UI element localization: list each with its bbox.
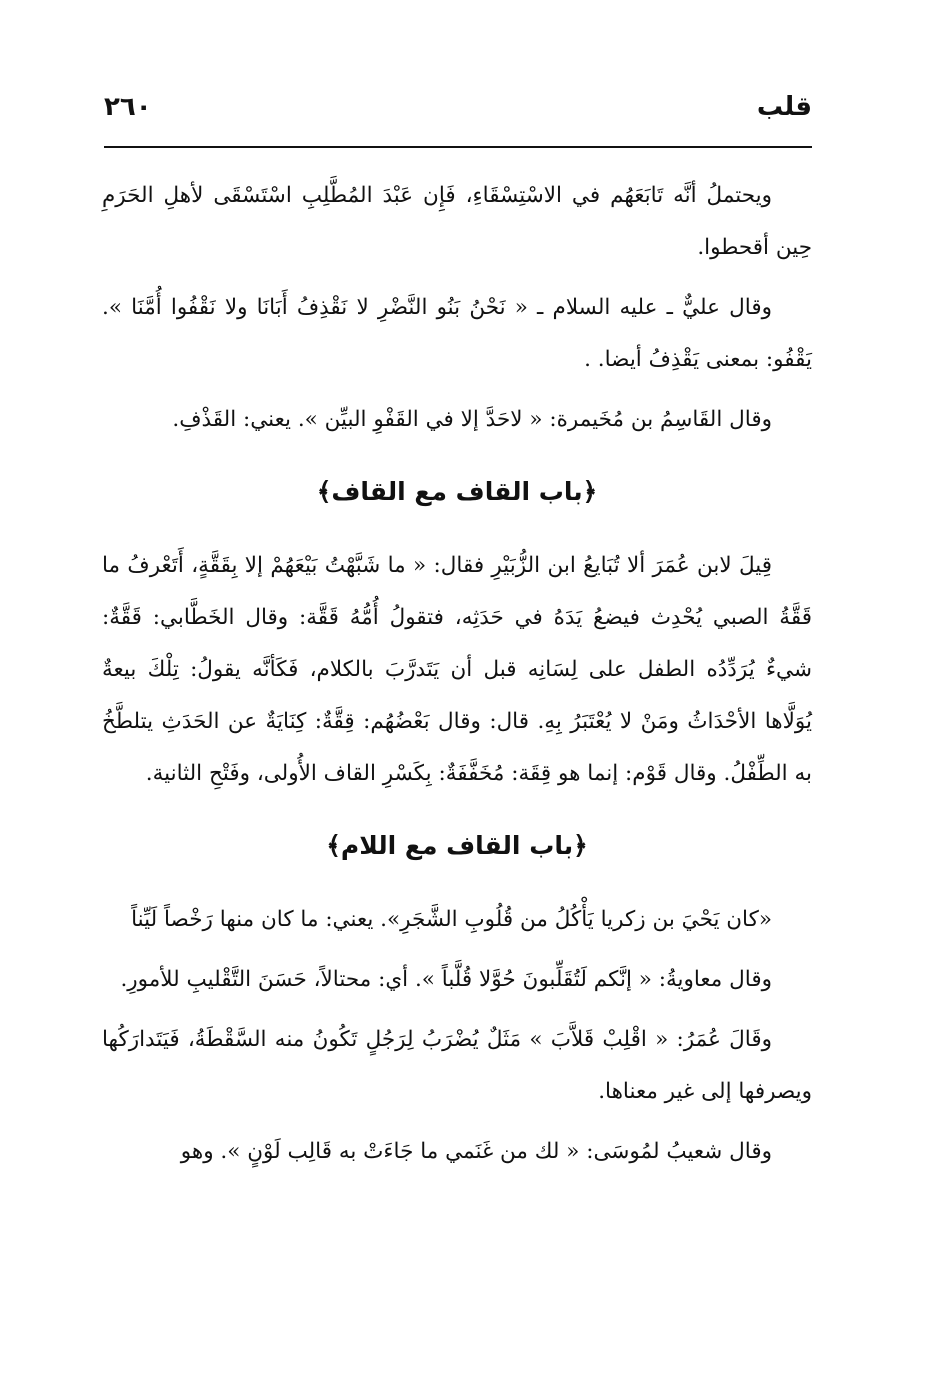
section-heading: ﴿باب القاف مع اللام﴾: [326, 831, 588, 860]
page-body: [102, 170, 812, 1178]
section-heading: ﴿باب القاف مع القاف﴾: [316, 477, 598, 506]
page-header: [104, 88, 812, 134]
paragraph: وقال شعيبُ لمُوسَى: « لك من غَنَمي ما جَاءَتْ به قَالِب لَوْنٍ ». وهو: [180, 1139, 772, 1164]
header-rule: [104, 146, 812, 148]
paragraph: وقال معاويةُ: « إنَّكم لَتُقَلِّبونَ حُوَّلا قُلَّباً ». أي: محتالاً، حَسَنَ التَّقْليبِ للأمورِ.: [120, 967, 772, 992]
paragraph: وقَالَ عُمَرُ: « اقْلِبْ قَلاَّبَ » مَثَلٌ يُضْرَبُ لِرَجُلٍ تَكُونُ منه السَّقْطَةُ، فَيَتَدارَكُها ويصرفها إلى غير معناها.: [102, 1027, 812, 1104]
paragraph: وقال عليٌّ ـ عليه السلام ـ « نَحْنُ بَنُو النَّضْرِ لا نَقْذِفُ أَبَانَا ولا نَقْفُوا أُمَّنَا ». يَقْفُو: بمعنى يَقْذِفُ أيضا. .: [102, 295, 812, 372]
paragraph: وقال القَاسِمُ بن مُخَيمرة: « لاحَدَّ إلا في القَفْوِ البيِّن ». يعني: القَذْفِ.: [172, 407, 772, 432]
paragraph: ويحتملُ أنَّه تَابَعَهُم في الاسْتِسْقَاءِ، فَإِن عَبْدَ المُطَّلِبِ اسْتَسْقَى لأهلِ الحَرَمِ حِين أقحطوا.: [102, 183, 812, 260]
paragraph: «كان يَحْيَ بن زكريا يَأْكُلُ من قُلُوبِ الشَّجَرِ». يعني: ما كان منها رَخْصاً لَيِّناً: [131, 907, 772, 932]
paragraph: قِيلَ لابن عُمَرَ ألا تُبَايعُ ابن الزُّبَيْرِ فقال: « ما شَبَّهْتُ بَيْعَهُمْ إلا بِقَقَّةٍ، أَتَعْرفُ ما قَقَّةُ الصبي يُحْدِث فيضعُ يَدَهُ في حَدَثِه، فتقولُ أُمُّهُ قَقَّة: وقال الخَطَّابي: قَقَّةٌ: شيءٌ يُرَدِّدُه الطفل على لِسَانِه قبل أن يَتَدرَّبَ بالكلام، فَكَأنَّه يقولُ: تِلْكَ بيعةٌ يُوَلَّاها الأحْدَاثُ ومَنْ لا يُعْتَبَرُ بِهِ. قال: وقال بَعْضُهُم: قِقَّةٌ: كِنَايَةٌ عن الحَدَثِ يتلطَّخُ به الطِّفْلُ. وقال قَوْم: إنما هو قِقَة: مُخَفَّفَةٌ: بِكَسْرِ القاف الأُولى، وفَتْحِ الثانية.: [102, 553, 812, 786]
page-number: ٢٦٠: [104, 92, 152, 122]
running-head: قلب: [756, 92, 812, 122]
